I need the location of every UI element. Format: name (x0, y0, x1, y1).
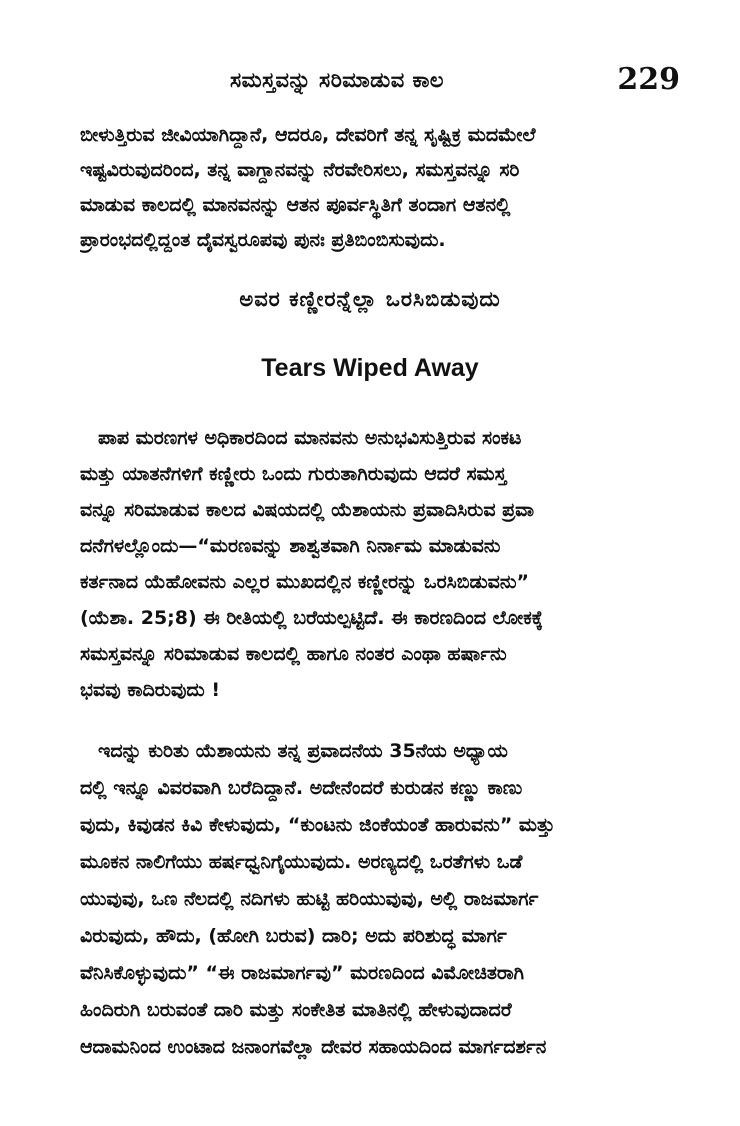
section-heading-kannada: ಅವರ ಕಣ್ಣೀರನ್ನೆಲ್ಲಾ ಒರಸಿಬಿಡುವುದು (239, 287, 501, 311)
text-line: ಪಾಪ ಮರಣಗಳ ಅಧಿಕಾರದಿಂದ ಮಾನವನು ಅನುಭವಿಸುತ್ತಿರುವ ಸಂಕಟ (98, 427, 522, 449)
intro-paragraph (80, 118, 670, 258)
text-line: ಇಷ್ಟವಿರುವುದರಿಂದ, ತನ್ನ ವಾಗ್ದಾನವನ್ನು ನೆರವೇರಿಸಲು, ಸಮಸ್ತವನ್ನೂ ಸರಿ (80, 159, 520, 181)
text-line: ಭವವು ಕಾದಿರುವುದು ! (80, 679, 220, 701)
text-line: ಮತ್ತು ಯಾತನೆಗಳಿಗೆ ಕಣ್ಣೀರು ಒಂದು ಗುರುತಾಗಿರುವುದು ಆದರೆ ಸಮಸ್ತ (80, 463, 507, 485)
text-line: ಪ್ರಾರಂಭದಲ್ಲಿದ್ದಂತ ದೈವಸ್ವರೂಪವು ಪುನಃ ಪ್ರತಿಬಿಂಬಿಸುವುದು. (80, 229, 446, 251)
text-line: ಇದನ್ನು ಕುರಿತು ಯೆಶಾಯನು ತನ್ನ ಪ್ರವಾದನೆಯ 35ನೆಯ ಅಧ್ಯಾಯ (98, 740, 508, 762)
running-title: ಸಮಸ್ತವನ್ನು ಸರಿಮಾಡುವ ಕಾಲ (230, 68, 444, 92)
text-line: ಸಮಸ್ತವನ್ನೂ ಸರಿಮಾಡುವ ಕಾಲದಲ್ಲಿ ಹಾಗೂ ನಂತರ ಎಂಥಾ ಹರ್ಷಾನು (80, 643, 507, 665)
text-line: ವುದು, ಕಿವುಡನ ಕಿವಿ ಕೇಳುವುದು, “ಕುಂಟನು ಜಿಂಕೆಯಂತೆ ಹಾರುವನು” ಮತ್ತು (80, 814, 555, 836)
page-number: 229 (617, 62, 680, 97)
text-line: ಮಾಡುವ ಕಾಲದಲ್ಲಿ ಮಾನವನನ್ನು ಆತನ ಪೂರ್ವಸ್ಥಿತಿಗೆ ತಂದಾಗ ಆತನಲ್ಲಿ (80, 194, 511, 216)
text-line: ದನೆಗಳಲ್ಲೊಂದು—“ಮರಣವನ್ನು ಶಾಶ್ವತವಾಗಿ ನಿರ್ನಾಮ ಮಾಡುವನು (80, 535, 501, 557)
text-line: ವೆನಿಸಿಕೊಳ್ಳುವುದು” “ಈ ರಾಜಮಾರ್ಗವು” ಮರಣದಿಂದ ವಿಮೋಚಿತರಾಗಿ (80, 962, 525, 984)
running-head (60, 62, 690, 102)
text-line: ಯುವುವು, ಒಣ ನೆಲದಲ್ಲಿ ನದಿಗಳು ಹುಟ್ಟಿ ಹರಿಯುವುವು, ಅಲ್ಲಿ ರಾಜಮಾರ್ಗ (80, 888, 539, 910)
text-line: ವಿರುವುದು, ಹೌದು, (ಹೋಗಿ ಬರುವ) ದಾರಿ; ಅದು ಪರಿಶುದ್ಧ ಮಾರ್ಗ (80, 925, 507, 947)
text-line: ಮೂಕನ ನಾಲಿಗೆಯು ಹರ್ಷಧ್ವನಿಗೈಯುವುದು. ಅರಣ್ಯದಲ್ಲಿ ಒರತೆಗಳು ಒಡೆ (80, 851, 523, 873)
body-paragraph-1 (80, 420, 670, 708)
text-line: ಹಿಂದಿರುಗಿ ಬರುವಂತೆ ದಾರಿ ಮತ್ತು ಸಂಕೇತಿತ ಮಾತಿನಲ್ಲಿ ಹೇಳುವುದಾದರೆ (80, 999, 512, 1021)
text-line: ದಲ್ಲಿ ಇನ್ನೂ ವಿವರವಾಗಿ ಬರೆದಿದ್ದಾನೆ. ಅದೇನೆಂದರೆ ಕುರುಡನ ಕಣ್ಣು ಕಾಣು (80, 777, 523, 799)
section-heading-english: Tears Wiped Away (261, 354, 479, 382)
text-line: ಕರ್ತನಾದ ಯೆಹೋವನು ಎಲ್ಲರ ಮುಖದಲ್ಲಿನ ಕಣ್ಣೀರನ್ನು ಒರಸಿಬಿಡುವನು” (80, 571, 529, 593)
text-line: (ಯೆಶಾ. 25;8) ಈ ರೀತಿಯಲ್ಲಿ ಬರೆಯಲ್ಪಟ್ಟಿದೆ. ಈ ಕಾರಣದಿಂದ ಲೋಕಕ್ಕೆ (80, 607, 543, 629)
text-line: ವನ್ನೂ ಸರಿಮಾಡುವ ಕಾಲದ ವಿಷಯದಲ್ಲಿ ಯೆಶಾಯನು ಪ್ರವಾದಿಸಿರುವ ಪ್ರವಾ (80, 499, 535, 521)
text-line: ಬೀಳುತ್ತಿರುವ ಜೀವಿಯಾಗಿದ್ದಾನೆ, ಆದರೂ, ದೇವರಿಗೆ ತನ್ನ ಸೃಷ್ಟಿಕ್ರ ಮದಮೇಲೆ (80, 124, 536, 146)
body-paragraph-2 (80, 733, 670, 1066)
text-line: ಆದಾಮನಿಂದ ಉಂಟಾದ ಜನಾಂಗವೆಲ್ಲಾ ದೇವರ ಸಹಾಯದಿಂದ ಮಾರ್ಗದರ್ಶನ (80, 1036, 547, 1058)
